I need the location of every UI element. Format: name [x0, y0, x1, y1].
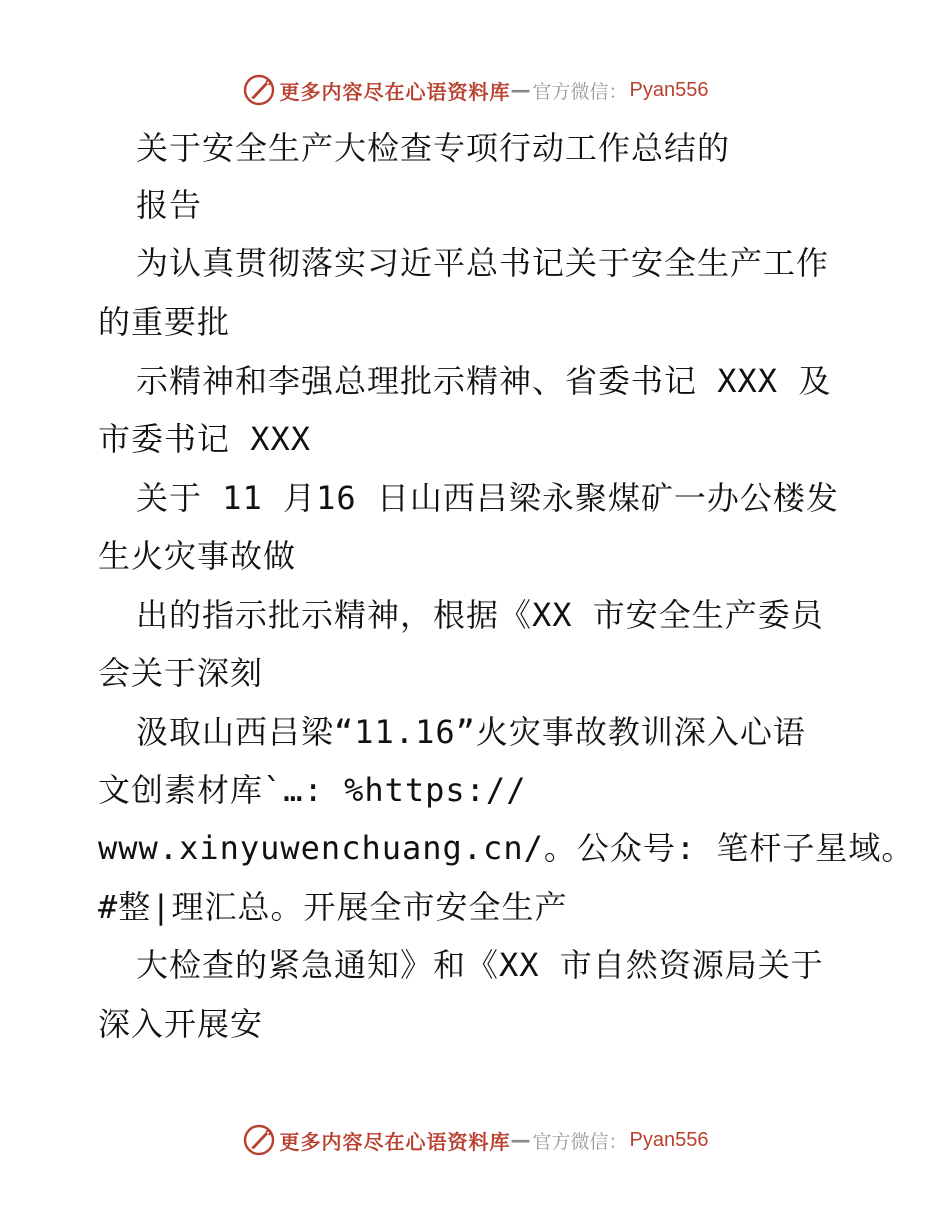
body-line: 市委书记 XXX	[98, 420, 312, 458]
body-line: 示精神和李强总理批示精神、省委书记 XXX 及	[136, 362, 832, 400]
banner-wechat-label: 官方微信：	[532, 80, 628, 103]
body-line: 的重要批	[98, 303, 231, 341]
body-line: 文创素材库`…: %https://	[98, 771, 527, 809]
quill-logo-icon	[242, 1123, 276, 1157]
body-line: 为认真贯彻落实习近平总书记关于安全生产工作	[136, 244, 830, 282]
body-line: 出的指示批示精神，根据《XX 市安全生产委员	[136, 596, 824, 634]
body-line: www.xinyuwenchuang.cn/。公众号: 笔杆子星域。	[98, 829, 915, 867]
body-line: 大检查的紧急通知》和《XX 市自然资源局关于	[136, 946, 824, 984]
document-title-line-1: 关于安全生产大检查专项行动工作总结的	[136, 129, 731, 167]
banner-dash: —	[510, 1128, 531, 1152]
footer-banner	[0, 1120, 950, 1160]
body-line: 会关于深刻	[98, 654, 264, 692]
banner-wechat-id: Pyan556	[629, 78, 709, 101]
body-line: 汲取山西吕梁“11.16”火灾事故教训深入心语	[136, 713, 806, 751]
document-title-line-2: 报告	[136, 186, 203, 224]
banner-wechat-id: Pyan556	[629, 1128, 709, 1151]
quill-logo-icon	[242, 73, 276, 107]
body-line: #整|理汇总。开展全市安全生产	[98, 888, 568, 926]
body-line: 关于 11 月16 日山西吕梁永聚煤矿一办公楼发	[136, 479, 839, 517]
banner-wechat-label: 官方微信：	[532, 1130, 628, 1153]
banner-text: 更多内容尽在心语资料库	[279, 79, 511, 104]
banner-dash: —	[510, 78, 531, 102]
header-banner	[0, 70, 950, 110]
body-line: 生火灾事故做	[98, 537, 297, 575]
body-line: 深入开展安	[98, 1005, 264, 1043]
banner-text: 更多内容尽在心语资料库	[279, 1129, 511, 1154]
